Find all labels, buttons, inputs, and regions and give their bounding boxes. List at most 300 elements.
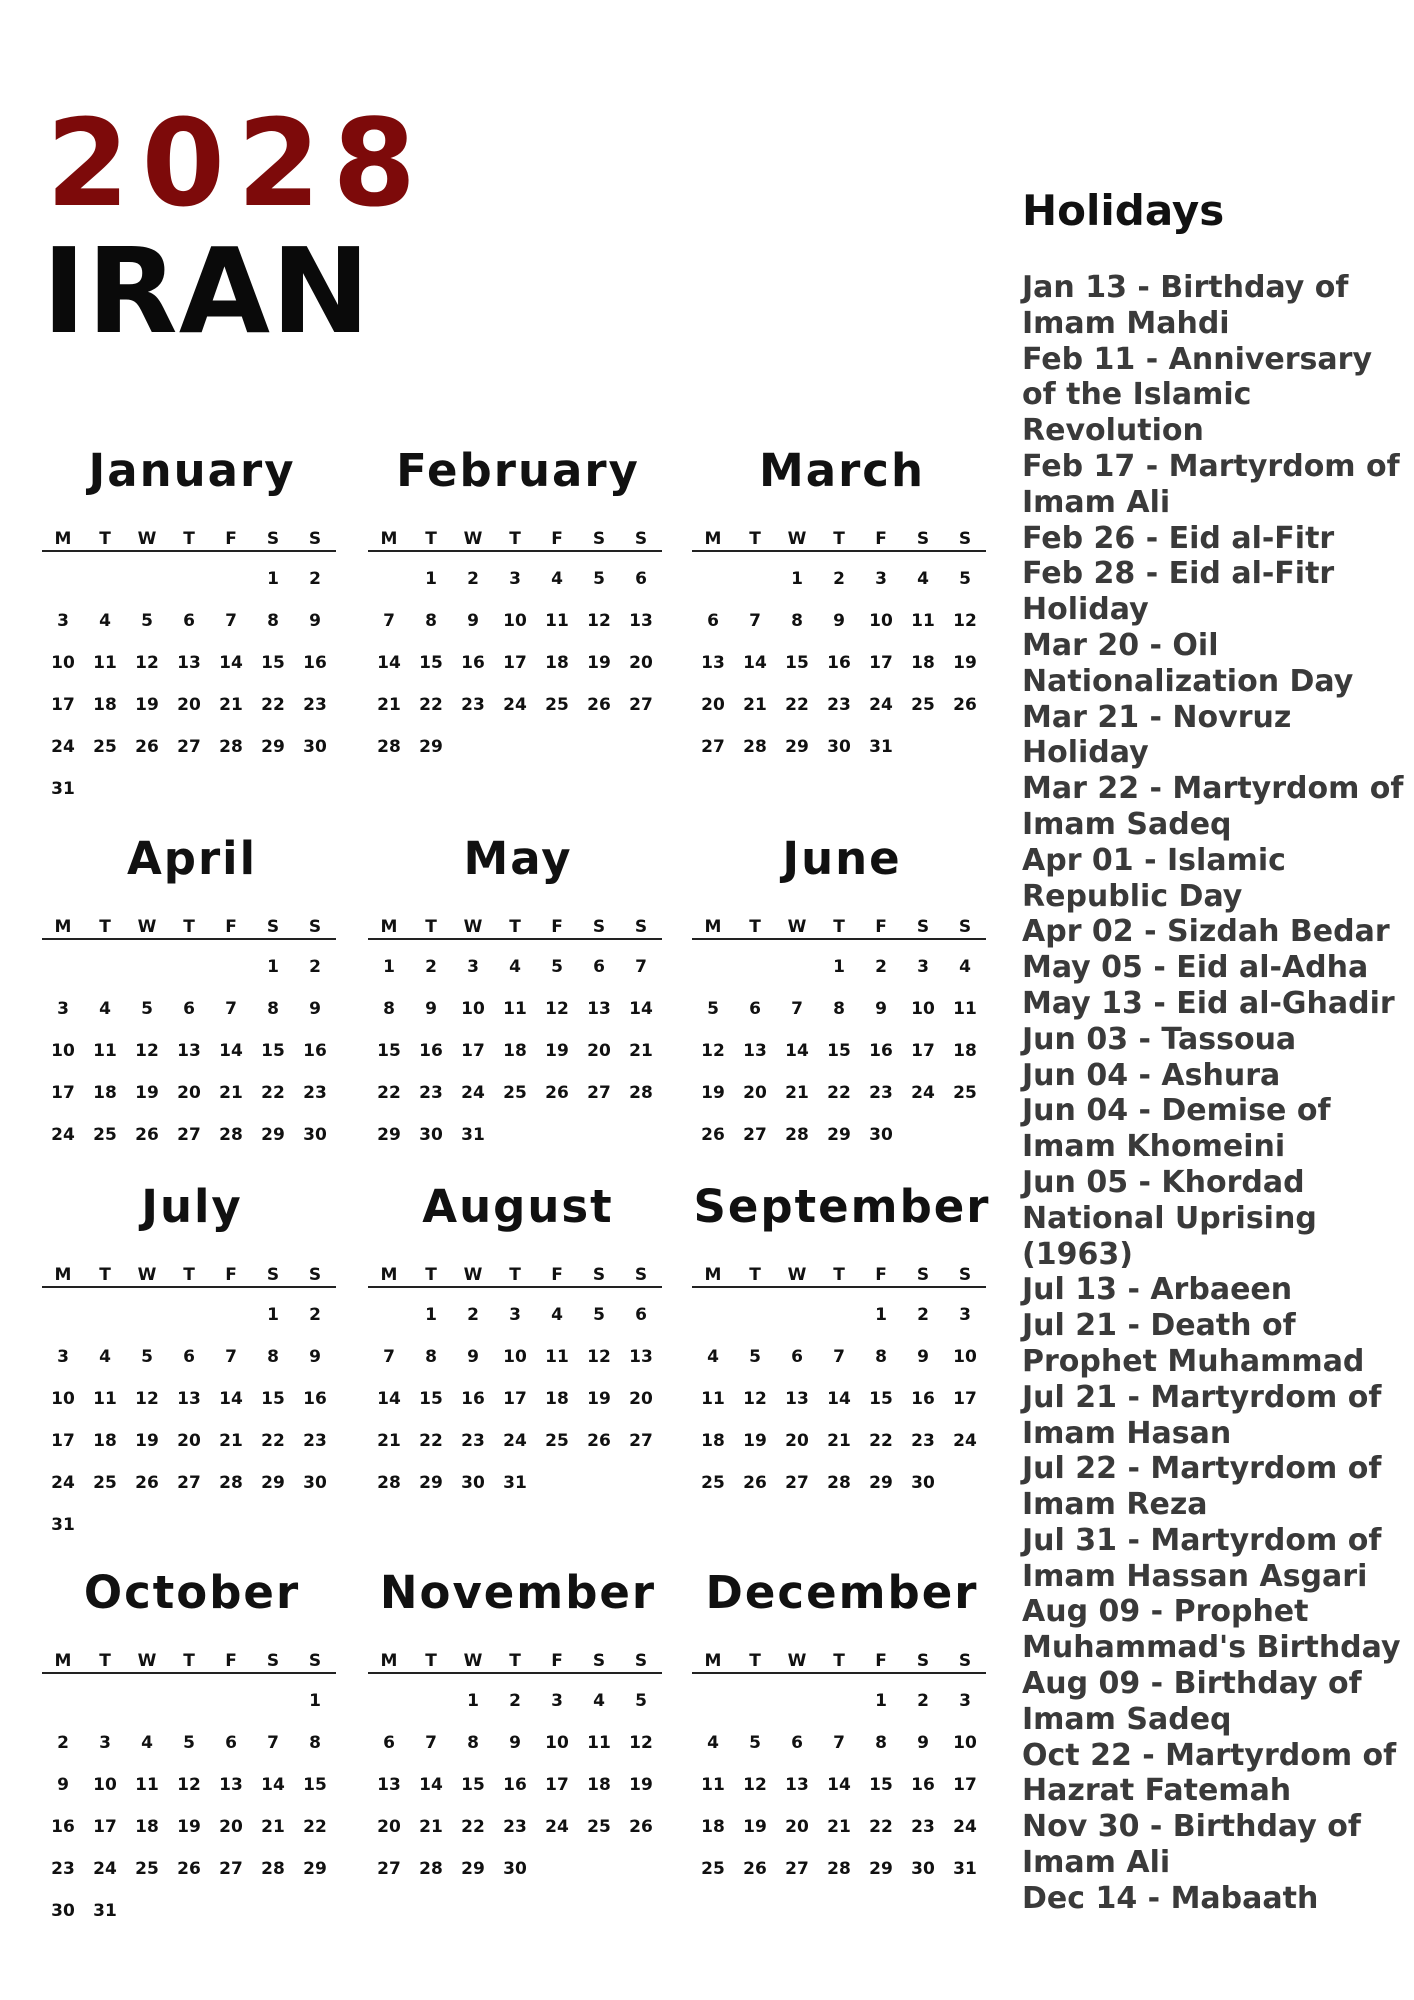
day-cell: 24 [545,1817,569,1837]
day-cell: 2 [833,569,845,589]
day-cell: 12 [177,1775,201,1795]
holiday-item: Jul 21 - Martyrdom of Imam Hasan [1022,1379,1382,1451]
day-cell: 20 [587,1041,611,1061]
day-cell: 21 [219,695,243,715]
day-cell: 28 [785,1125,809,1145]
weekday-label: S [592,529,606,549]
day-cell: 1 [833,957,845,977]
day-cell: 29 [303,1859,327,1879]
year-title: 2028 [46,95,428,234]
day-cell: 29 [377,1125,401,1145]
day-grid [368,1690,662,1950]
day-cell: 2 [509,1691,521,1711]
day-cell: 3 [875,569,887,589]
month-name: April [126,832,258,885]
day-cell: 1 [875,1691,887,1711]
weekday-label: S [266,1265,280,1285]
weekday-label: S [308,529,322,549]
day-cell: 4 [99,999,111,1019]
day-cell: 1 [791,569,803,589]
weekday-label: T [183,1651,195,1671]
day-cell: 21 [261,1817,285,1837]
day-cell: 20 [177,1431,201,1451]
day-cell: 5 [593,1305,605,1325]
day-cell: 29 [461,1859,485,1879]
day-cell: 22 [377,1083,401,1103]
weekday-label: T [99,529,111,549]
day-cell: 6 [635,569,647,589]
day-cell: 24 [461,1083,485,1103]
day-cell: 22 [869,1431,893,1451]
day-cell: 3 [467,957,479,977]
weekday-label: F [551,917,563,937]
day-cell: 13 [377,1775,401,1795]
month-name: August [422,1180,614,1233]
day-cell: 4 [509,957,521,977]
day-cell: 27 [629,695,653,715]
day-cell: 11 [93,653,117,673]
day-cell: 16 [51,1817,75,1837]
weekday-label: W [137,917,157,937]
holiday-item: Mar 22 - Martyrdom of Imam Sadeq [1022,771,1404,842]
day-cell: 12 [701,1041,725,1061]
day-cell: 20 [785,1817,809,1837]
day-cell: 4 [551,569,563,589]
day-cell: 13 [701,653,725,673]
day-cell: 5 [551,957,563,977]
weekday-label: F [225,529,237,549]
day-cell: 7 [833,1347,845,1367]
day-cell: 24 [93,1859,117,1879]
month-name: November [379,1566,657,1619]
day-cell: 27 [629,1431,653,1451]
day-cell: 17 [51,1083,75,1103]
day-cell: 25 [953,1083,977,1103]
weekday-label: S [266,917,280,937]
day-cell: 29 [261,1125,285,1145]
weekday-label: W [787,917,807,937]
day-cell: 5 [749,1347,761,1367]
day-cell: 22 [869,1817,893,1837]
weekday-label: T [509,1265,521,1285]
day-cell: 25 [93,737,117,757]
day-cell: 2 [309,957,321,977]
day-cell: 26 [545,1083,569,1103]
day-cell: 10 [93,1775,117,1795]
weekday-label: F [875,1265,887,1285]
day-cell: 8 [875,1733,887,1753]
weekday-label: T [425,917,437,937]
day-cell: 1 [425,569,437,589]
day-cell: 9 [467,611,479,631]
day-cell: 17 [911,1041,935,1061]
day-cell: 18 [587,1775,611,1795]
day-cell: 30 [461,1473,485,1493]
day-cell: 16 [911,1775,935,1795]
day-cell: 2 [57,1733,69,1753]
weekday-label: S [266,529,280,549]
weekday-label: W [787,529,807,549]
weekday-header [42,528,336,552]
weekday-header [368,916,662,940]
day-cell: 15 [827,1041,851,1061]
weekday-header [42,916,336,940]
day-cell: 8 [833,999,845,1019]
day-cell: 17 [51,1431,75,1451]
weekday-header [368,1264,662,1288]
holiday-item: Nov 30 - Birthday of Imam Ali [1022,1809,1361,1881]
day-cell: 12 [629,1733,653,1753]
day-cell: 21 [377,695,401,715]
day-cell: 13 [785,1775,809,1795]
day-cell: 3 [959,1305,971,1325]
weekday-header [692,1650,986,1674]
weekday-label: M [704,1651,722,1671]
day-cell: 13 [219,1775,243,1795]
day-cell: 13 [743,1041,767,1061]
day-cell: 30 [827,737,851,757]
day-cell: 25 [701,1473,725,1493]
holiday-item: Aug 09 - Birthday of Imam Sadeq [1022,1666,1362,1737]
day-cell: 19 [629,1775,653,1795]
day-cell: 12 [135,1389,159,1409]
day-cell: 23 [419,1083,443,1103]
day-cell: 15 [261,1389,285,1409]
weekday-label: M [380,917,398,937]
day-cell: 9 [917,1733,929,1753]
day-cell: 6 [383,1733,395,1753]
day-cell: 11 [93,1389,117,1409]
day-cell: 4 [99,1347,111,1367]
day-cell: 11 [545,1347,569,1367]
day-cell: 3 [551,1691,563,1711]
weekday-label: W [787,1265,807,1285]
day-cell: 13 [629,611,653,631]
day-cell: 30 [303,1473,327,1493]
day-cell: 3 [509,1305,521,1325]
day-cell: 17 [51,695,75,715]
day-cell: 28 [827,1859,851,1879]
weekday-header [42,1264,336,1288]
day-cell: 19 [135,1431,159,1451]
day-cell: 15 [419,653,443,673]
day-cell: 7 [383,611,395,631]
weekday-label: S [308,1265,322,1285]
day-cell: 15 [261,1041,285,1061]
day-cell: 14 [785,1041,809,1061]
day-cell: 14 [261,1775,285,1795]
weekday-header [692,528,986,552]
holiday-item: Jun 04 - Demise of Imam Khomeini [1022,1093,1331,1165]
weekday-label: M [704,1265,722,1285]
day-cell: 10 [911,999,935,1019]
day-cell: 29 [869,1859,893,1879]
day-cell: 3 [99,1733,111,1753]
weekday-label: S [958,1265,972,1285]
day-cell: 7 [225,999,237,1019]
holiday-item: Apr 01 - Islamic Republic Day [1022,842,1286,914]
day-grid [42,568,336,828]
month-name: July [141,1180,243,1233]
day-cell: 31 [51,779,75,799]
day-cell: 8 [791,611,803,631]
day-cell: 17 [953,1389,977,1409]
day-cell: 11 [701,1389,725,1409]
day-cell: 10 [51,1041,75,1061]
day-cell: 5 [593,569,605,589]
day-cell: 30 [911,1473,935,1493]
weekday-label: S [592,1265,606,1285]
holiday-item: Aug 09 - Prophet Muhammad's Birthday [1022,1594,1401,1666]
day-cell: 18 [93,695,117,715]
day-cell: 6 [707,611,719,631]
day-cell: 25 [701,1859,725,1879]
day-cell: 24 [51,1125,75,1145]
day-cell: 14 [827,1389,851,1409]
day-cell: 20 [377,1817,401,1837]
day-cell: 6 [183,611,195,631]
day-cell: 3 [57,999,69,1019]
day-cell: 24 [503,695,527,715]
day-cell: 7 [749,611,761,631]
day-cell: 4 [99,611,111,631]
weekday-label: T [509,529,521,549]
day-cell: 16 [461,1389,485,1409]
country-title: IRAN [42,222,371,360]
day-cell: 7 [425,1733,437,1753]
day-cell: 14 [377,653,401,673]
day-cell: 15 [461,1775,485,1795]
day-cell: 18 [545,1389,569,1409]
weekday-label: T [833,1265,845,1285]
holidays-list [1022,270,1410,1917]
day-cell: 5 [959,569,971,589]
day-cell: 12 [587,611,611,631]
weekday-label: T [749,1265,761,1285]
day-cell: 14 [419,1775,443,1795]
day-cell: 15 [869,1389,893,1409]
day-cell: 19 [587,653,611,673]
day-grid [42,1690,336,1950]
day-cell: 25 [93,1473,117,1493]
day-cell: 25 [587,1817,611,1837]
day-cell: 4 [593,1691,605,1711]
day-cell: 27 [587,1083,611,1103]
weekday-label: S [634,529,648,549]
day-cell: 25 [135,1859,159,1879]
day-cell: 22 [785,695,809,715]
day-cell: 11 [545,611,569,631]
day-cell: 4 [707,1733,719,1753]
day-cell: 27 [377,1859,401,1879]
day-cell: 26 [629,1817,653,1837]
weekday-label: W [463,529,483,549]
day-cell: 20 [785,1431,809,1451]
day-cell: 25 [545,1431,569,1451]
day-cell: 27 [177,1473,201,1493]
day-cell: 23 [51,1859,75,1879]
weekday-label: S [916,1265,930,1285]
day-cell: 7 [635,957,647,977]
weekday-header [692,1264,986,1288]
weekday-label: M [54,529,72,549]
day-grid [692,956,986,1216]
day-cell: 4 [917,569,929,589]
weekday-label: S [916,1651,930,1671]
day-cell: 11 [701,1775,725,1795]
weekday-label: S [592,917,606,937]
day-cell: 8 [267,999,279,1019]
day-cell: 29 [419,1473,443,1493]
weekday-label: S [592,1651,606,1671]
day-cell: 28 [629,1083,653,1103]
day-cell: 10 [953,1347,977,1367]
day-cell: 5 [141,999,153,1019]
day-cell: 9 [917,1347,929,1367]
day-cell: 27 [219,1859,243,1879]
day-cell: 26 [135,1473,159,1493]
weekday-label: W [137,529,157,549]
holiday-item: Jul 22 - Martyrdom of Imam Reza [1022,1451,1382,1523]
weekday-label: T [183,917,195,937]
day-cell: 16 [869,1041,893,1061]
day-cell: 30 [869,1125,893,1145]
day-cell: 10 [545,1733,569,1753]
day-cell: 6 [183,999,195,1019]
weekday-label: S [634,1651,648,1671]
day-cell: 16 [303,1389,327,1409]
day-cell: 22 [461,1817,485,1837]
weekday-label: F [551,529,563,549]
day-cell: 23 [461,1431,485,1451]
day-cell: 12 [743,1775,767,1795]
day-grid [368,1304,662,1564]
day-cell: 25 [93,1125,117,1145]
day-grid [42,1304,336,1564]
day-cell: 26 [701,1125,725,1145]
weekday-label: T [425,529,437,549]
day-cell: 6 [791,1347,803,1367]
day-cell: 22 [261,1083,285,1103]
day-cell: 20 [629,1389,653,1409]
weekday-label: F [875,917,887,937]
day-cell: 9 [509,1733,521,1753]
day-cell: 12 [953,611,977,631]
day-grid [692,1304,986,1564]
day-cell: 31 [51,1515,75,1535]
day-cell: 9 [57,1775,69,1795]
day-cell: 19 [743,1817,767,1837]
day-cell: 13 [587,999,611,1019]
day-cell: 31 [953,1859,977,1879]
weekday-label: F [225,917,237,937]
day-cell: 18 [911,653,935,673]
day-cell: 23 [303,695,327,715]
holiday-item: May 05 - Eid al-Adha [1022,950,1369,986]
day-cell: 19 [135,695,159,715]
day-cell: 22 [419,695,443,715]
day-cell: 21 [377,1431,401,1451]
day-cell: 7 [267,1733,279,1753]
weekday-label: T [425,1651,437,1671]
day-cell: 13 [177,1041,201,1061]
day-cell: 27 [743,1125,767,1145]
day-cell: 17 [93,1817,117,1837]
day-cell: 12 [135,653,159,673]
day-cell: 6 [635,1305,647,1325]
day-cell: 2 [875,957,887,977]
day-cell: 4 [959,957,971,977]
day-cell: 8 [267,611,279,631]
day-cell: 17 [461,1041,485,1061]
day-grid [692,568,986,828]
day-cell: 27 [785,1859,809,1879]
day-cell: 29 [261,1473,285,1493]
day-cell: 5 [635,1691,647,1711]
weekday-label: W [463,1265,483,1285]
day-grid [368,568,662,828]
day-cell: 8 [383,999,395,1019]
day-cell: 13 [177,1389,201,1409]
day-cell: 22 [419,1431,443,1451]
weekday-label: S [308,917,322,937]
day-cell: 23 [827,695,851,715]
day-cell: 1 [467,1691,479,1711]
weekday-label: T [833,917,845,937]
day-cell: 9 [425,999,437,1019]
day-grid [692,1690,986,1950]
day-cell: 6 [593,957,605,977]
day-cell: 26 [953,695,977,715]
day-cell: 14 [827,1775,851,1795]
day-cell: 25 [503,1083,527,1103]
day-cell: 8 [425,611,437,631]
day-cell: 31 [869,737,893,757]
weekday-label: M [54,1265,72,1285]
day-cell: 21 [219,1083,243,1103]
day-cell: 27 [785,1473,809,1493]
weekday-label: W [137,1265,157,1285]
day-cell: 19 [701,1083,725,1103]
month-name: May [463,832,573,885]
weekday-label: M [380,529,398,549]
day-cell: 21 [629,1041,653,1061]
weekday-label: S [916,529,930,549]
day-cell: 12 [135,1041,159,1061]
day-cell: 7 [383,1347,395,1367]
day-cell: 24 [51,1473,75,1493]
day-cell: 5 [183,1733,195,1753]
day-cell: 1 [267,957,279,977]
day-cell: 30 [303,1125,327,1145]
day-cell: 20 [177,695,201,715]
day-cell: 18 [93,1083,117,1103]
day-cell: 4 [707,1347,719,1367]
holiday-item: Jul 13 - Arbaeen [1022,1272,1293,1308]
day-cell: 18 [701,1817,725,1837]
day-cell: 3 [959,1691,971,1711]
day-cell: 30 [503,1859,527,1879]
day-cell: 20 [177,1083,201,1103]
day-cell: 21 [785,1083,809,1103]
day-cell: 11 [503,999,527,1019]
day-cell: 24 [503,1431,527,1451]
day-cell: 10 [51,1389,75,1409]
weekday-label: F [225,1651,237,1671]
day-cell: 22 [827,1083,851,1103]
day-cell: 11 [587,1733,611,1753]
day-cell: 16 [419,1041,443,1061]
